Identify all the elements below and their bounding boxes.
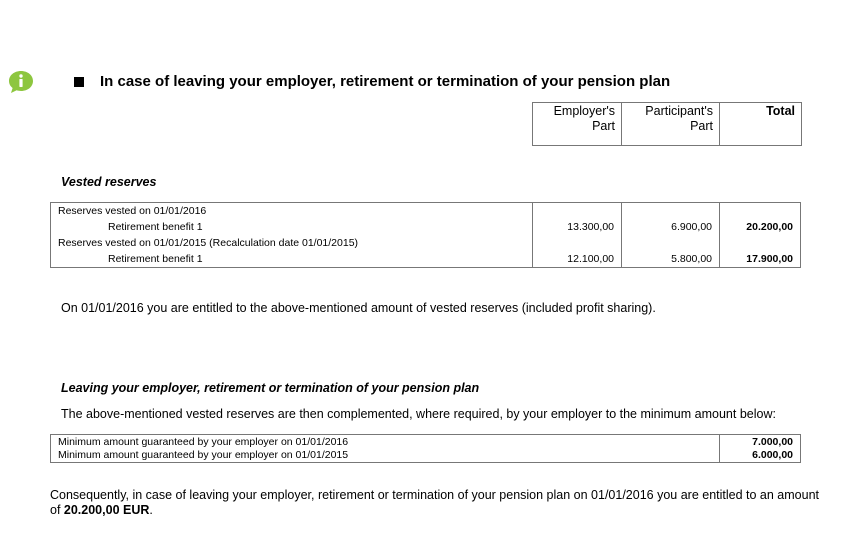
table-row: Minimum amount guaranteed by your employer on 01/01/2016 7.000,00 xyxy=(51,435,801,450)
section-heading: In case of leaving your employer, retirement or termination of your pension plan xyxy=(100,73,671,90)
employer-part-header: Employer's Part xyxy=(533,103,622,146)
vested-reserves-table xyxy=(50,202,801,268)
table-row: Reserves vested on 01/01/2016 xyxy=(51,203,801,220)
column-header-table xyxy=(532,102,802,146)
minimum-amount-table xyxy=(50,434,801,463)
table-row: Retirement benefit 1 12.100,00 5.800,00 17.900,00 xyxy=(51,251,801,268)
info-icon[interactable] xyxy=(8,70,34,94)
leaving-intro: The above-mentioned vested reserves are then complemented, where required, by your employer to the minimum amount below: xyxy=(61,407,776,421)
entitled-amount: 20.200,00 EUR xyxy=(63,503,150,517)
participant-part-header: Participant's Part xyxy=(622,103,720,146)
table-row: Retirement benefit 1 13.300,00 6.900,00 20.200,00 xyxy=(51,219,801,235)
leaving-title: Leaving your employer, retirement or termination of your pension plan xyxy=(61,381,480,395)
vested-reserves-title: Vested reserves xyxy=(61,175,157,189)
total-header: Total xyxy=(720,103,802,146)
vested-note: On 01/01/2016 you are entitled to the above-mentioned amount of vested reserves (included profit sharing). xyxy=(61,301,656,315)
conclusion-paragraph: Consequently, in case of leaving your employer, retirement or termination of your pension plan on 01/01/2016 you are entitled to an amount of 20.200,00 EUR. xyxy=(50,488,819,517)
table-row: Minimum amount guaranteed by your employer on 01/01/2015 6.000,00 xyxy=(51,449,801,463)
bullet-square xyxy=(74,77,84,87)
table-row: Reserves vested on 01/01/2015 (Recalculation date 01/01/2015) xyxy=(51,235,801,251)
